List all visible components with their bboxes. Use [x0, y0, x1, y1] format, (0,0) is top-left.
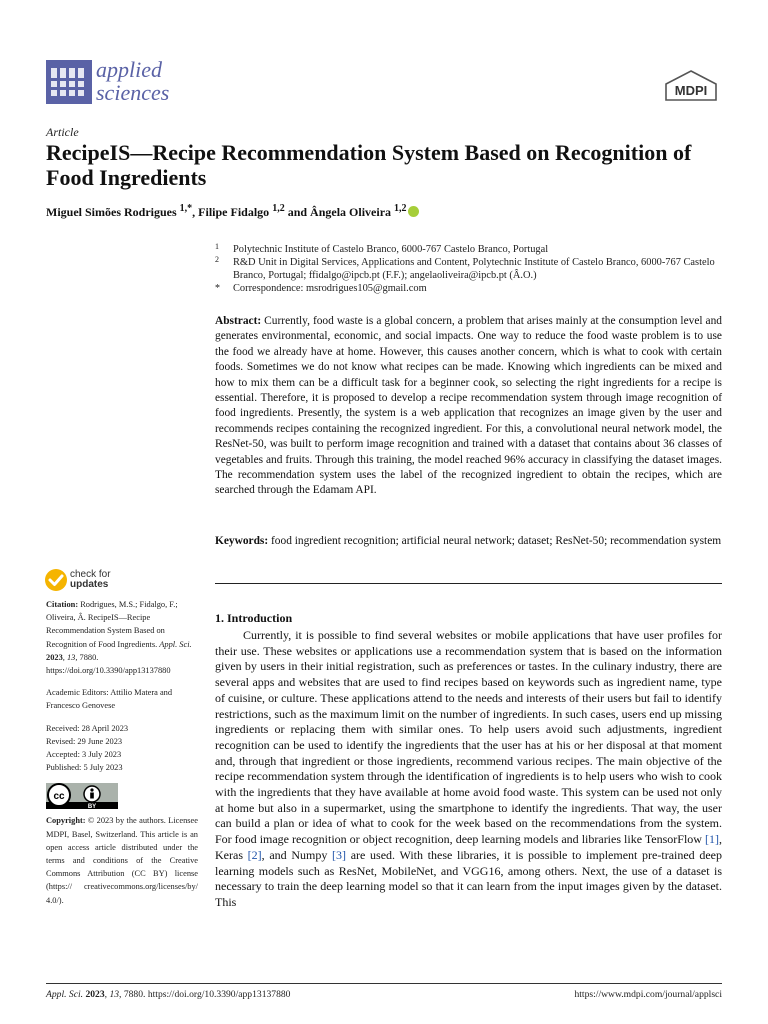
paper-title: RecipeIS—Recipe Recommendation System Based on Recognition of Food Ingredients: [46, 140, 692, 190]
article-type: Article: [46, 125, 79, 139]
date-revised: Revised: 29 June 2023: [46, 736, 123, 746]
author-list: [46, 203, 726, 220]
date-accepted: Accepted: 3 July 2023: [46, 750, 122, 760]
citation-doi[interactable]: , 7880. https://doi.org/10.3390/app13137880: [46, 652, 171, 676]
citation-volume: , 13: [62, 652, 76, 662]
footer-journal-url[interactable]: https://www.mdpi.com/journal/applsci: [574, 989, 722, 1000]
affiliation-mark: *: [215, 283, 220, 294]
mdpi-logo-text: MDPI: [674, 83, 708, 98]
citation-text: Rodrigues, M.S.; Fidalgo, F.; Oliveira, Â. RecipeIS—Recipe Recommendation System Based on Recognition of Food Ingredients.: [46, 600, 178, 649]
orcid-icon[interactable]: [408, 206, 419, 217]
journal-name-line1: applied: [96, 57, 162, 82]
cc-badge-by-text: BY: [87, 804, 97, 810]
footer-volume: , 13: [104, 989, 120, 1000]
reference-link[interactable]: [1]: [705, 832, 719, 847]
author-separator: ,: [192, 205, 199, 219]
author-affil: 1,2: [394, 203, 407, 214]
journal-name-line2: sciences: [96, 80, 170, 105]
divider: [215, 583, 722, 584]
intro-text: , and Numpy: [261, 847, 333, 862]
author-name: Miguel Simões Rodrigues: [46, 205, 177, 219]
check-updates-text: [70, 570, 111, 590]
intro-paragraph: [215, 628, 722, 911]
footer-doi[interactable]: , 7880. https://doi.org/10.3390/app13137880: [119, 989, 291, 1000]
cc-badge-cc-text: cc: [53, 791, 65, 803]
affiliation-text: Polytechnic Institute of Castelo Branco, 6000-767 Castelo Branco, Portugal: [233, 244, 549, 255]
citation-year: 2023: [46, 652, 63, 662]
affiliation-mark: 1: [215, 242, 219, 251]
citation-journal: Appl. Sci.: [159, 639, 192, 649]
keywords-label: Keywords:: [215, 535, 269, 547]
sidebar: [46, 598, 198, 916]
affiliation-item: [215, 243, 735, 256]
keywords: [215, 534, 722, 549]
affiliation-text: Correspondence: msrodrigues105@gmail.com: [233, 283, 427, 294]
copyright: [46, 814, 198, 906]
author-affil: 1,*: [179, 203, 193, 214]
affiliation-item: [215, 256, 735, 282]
intro-text: Currently, it is possible to find several websites or mobile applications that have user profiles for their use. These websites or applications use a recommendation system that is based on the information given by users in their initial registration, such as preferences or tastes. In the culinary industry, there are several apps and websites that are used to find recipes based on keywords such as ingredient name, type of cuisine, or culture. These applications attend to the needs and interests of their users but fail to identify restrictions, such as the maximum limit on the number of ingredients. In such cases, users end up missing ingredients or replacing them with similar ones. To help users avoid such adjustments, ingredient recognition can be used to identify the ingredients that the user has at his or her disposal at that moment and, through that ingredient or those ingredients, recommend various recipes. The main objective of the recipe recommendation system through the identification of ingredients is to help users who wish to cook with the ingredients that they have available at home avoid food waste. This system can be used not only at home but also in a supermarket, using the smartphone to identify the ingredients. That way, the user can build a plan or idea of what to cook for the week based on the recommendations from the system. For food image recognition or object recognition, deep learning models and libraries like TensorFlow: [215, 628, 722, 847]
author-affil: 1,2: [272, 203, 285, 214]
author-separator: and: [284, 205, 311, 219]
reference-link[interactable]: [2]: [247, 847, 262, 862]
mdpi-logo: [664, 70, 718, 102]
dates: [46, 722, 198, 775]
section-heading: 1. Introduction: [215, 611, 293, 625]
check-updates-line1: check for: [70, 569, 111, 580]
affiliation-mark: 2: [215, 255, 219, 264]
keywords-text: food ingredient recognition; artificial neural network; dataset; ResNet-50; recommendation system: [268, 535, 722, 547]
footer-year: 2023: [83, 989, 105, 1000]
reference-link[interactable]: [3]: [332, 847, 347, 862]
copyright-text: © 2023 by the authors. Licensee MDPI, Basel, Switzerland. This article is an open access article distributed under the terms and conditions of the Creative Commons Attribution (CC BY) license (https:// creativecommons.org/licenses/by/ 4.0/).: [46, 816, 198, 905]
footer-citation: [46, 989, 290, 1000]
author-name: Ângela Oliveira: [310, 205, 392, 219]
citation: [46, 598, 198, 677]
affiliation-text: R&D Unit in Digital Services, Applications and Content, Polytechnic Institute of Castelo Branco, 6000-767 Castelo Branco, Portugal; ffidalgo@ipcb.pt (F.F.); angelaoliveira@ipcb.pt (Â.O.): [233, 257, 715, 281]
date-received: Received: 28 April 2023: [46, 723, 129, 733]
journal-name: [96, 58, 169, 104]
academic-editors: Academic Editors: Attilio Matera and Francesco Genovese: [46, 688, 173, 711]
date-published: Published: 5 July 2023: [46, 763, 123, 773]
cc-by-license-icon[interactable]: [46, 783, 118, 809]
footer-divider: [46, 983, 722, 984]
footer-journal: Appl. Sci.: [46, 989, 84, 1000]
check-updates-line2: updates: [70, 579, 109, 590]
intro-text: , Keras: [215, 832, 722, 862]
intro-text: are used. With these libraries, it is possible to implement pre-trained deep learning models such as ResNet, MobileNet, and VGG16, among others. Next, the use of a dataset is necessary to train the deep learning model so that it can learn from the input images given by the dataset. This: [215, 847, 723, 909]
author-name: Filipe Fidalgo: [198, 205, 270, 219]
abstract-label: Abstract:: [215, 315, 262, 327]
copyright-label: Copyright:: [46, 816, 86, 826]
abstract-text: Currently, food waste is a global concern, a problem that arises mainly at the consumption level and generates environmental, economic, and social impacts. One way to reduce the food waste problem is to use the food we already have at home. However, this causes another concern, which is what to cook with certain foods. Sometimes we do not know what recipes can be made. Knowing which ingredients can be mixed and how to mix them can be a difficult task for a beginner cook, so selecting the right ingredients for a recipe is essential. Therefore, it is proposed to develop a recipe recommendation system through image recognition of food ingredients. Presently, the system is a web application that recognizes an image given by the user and recommends recipes containing the recognized ingredient. For this, a convolutional neural network model, the ResNet-50, was built to perform image recognition and trained with a dataset that contains about 36 classes of vegetables and fruits. Through this training, the model reached 96% accuracy in classifying the dataset images. The recommendation system uses the label of the recognized ingredient to obtain the recipes, which are searched through the Edamam API.: [215, 315, 722, 497]
journal-logo-icon: [46, 60, 92, 104]
affiliation-item: [215, 282, 735, 295]
affiliations: [215, 243, 735, 295]
check-for-updates-button[interactable]: [44, 568, 124, 594]
check-updates-icon: [44, 568, 68, 592]
abstract: [215, 314, 722, 499]
citation-label: Citation:: [46, 600, 79, 609]
